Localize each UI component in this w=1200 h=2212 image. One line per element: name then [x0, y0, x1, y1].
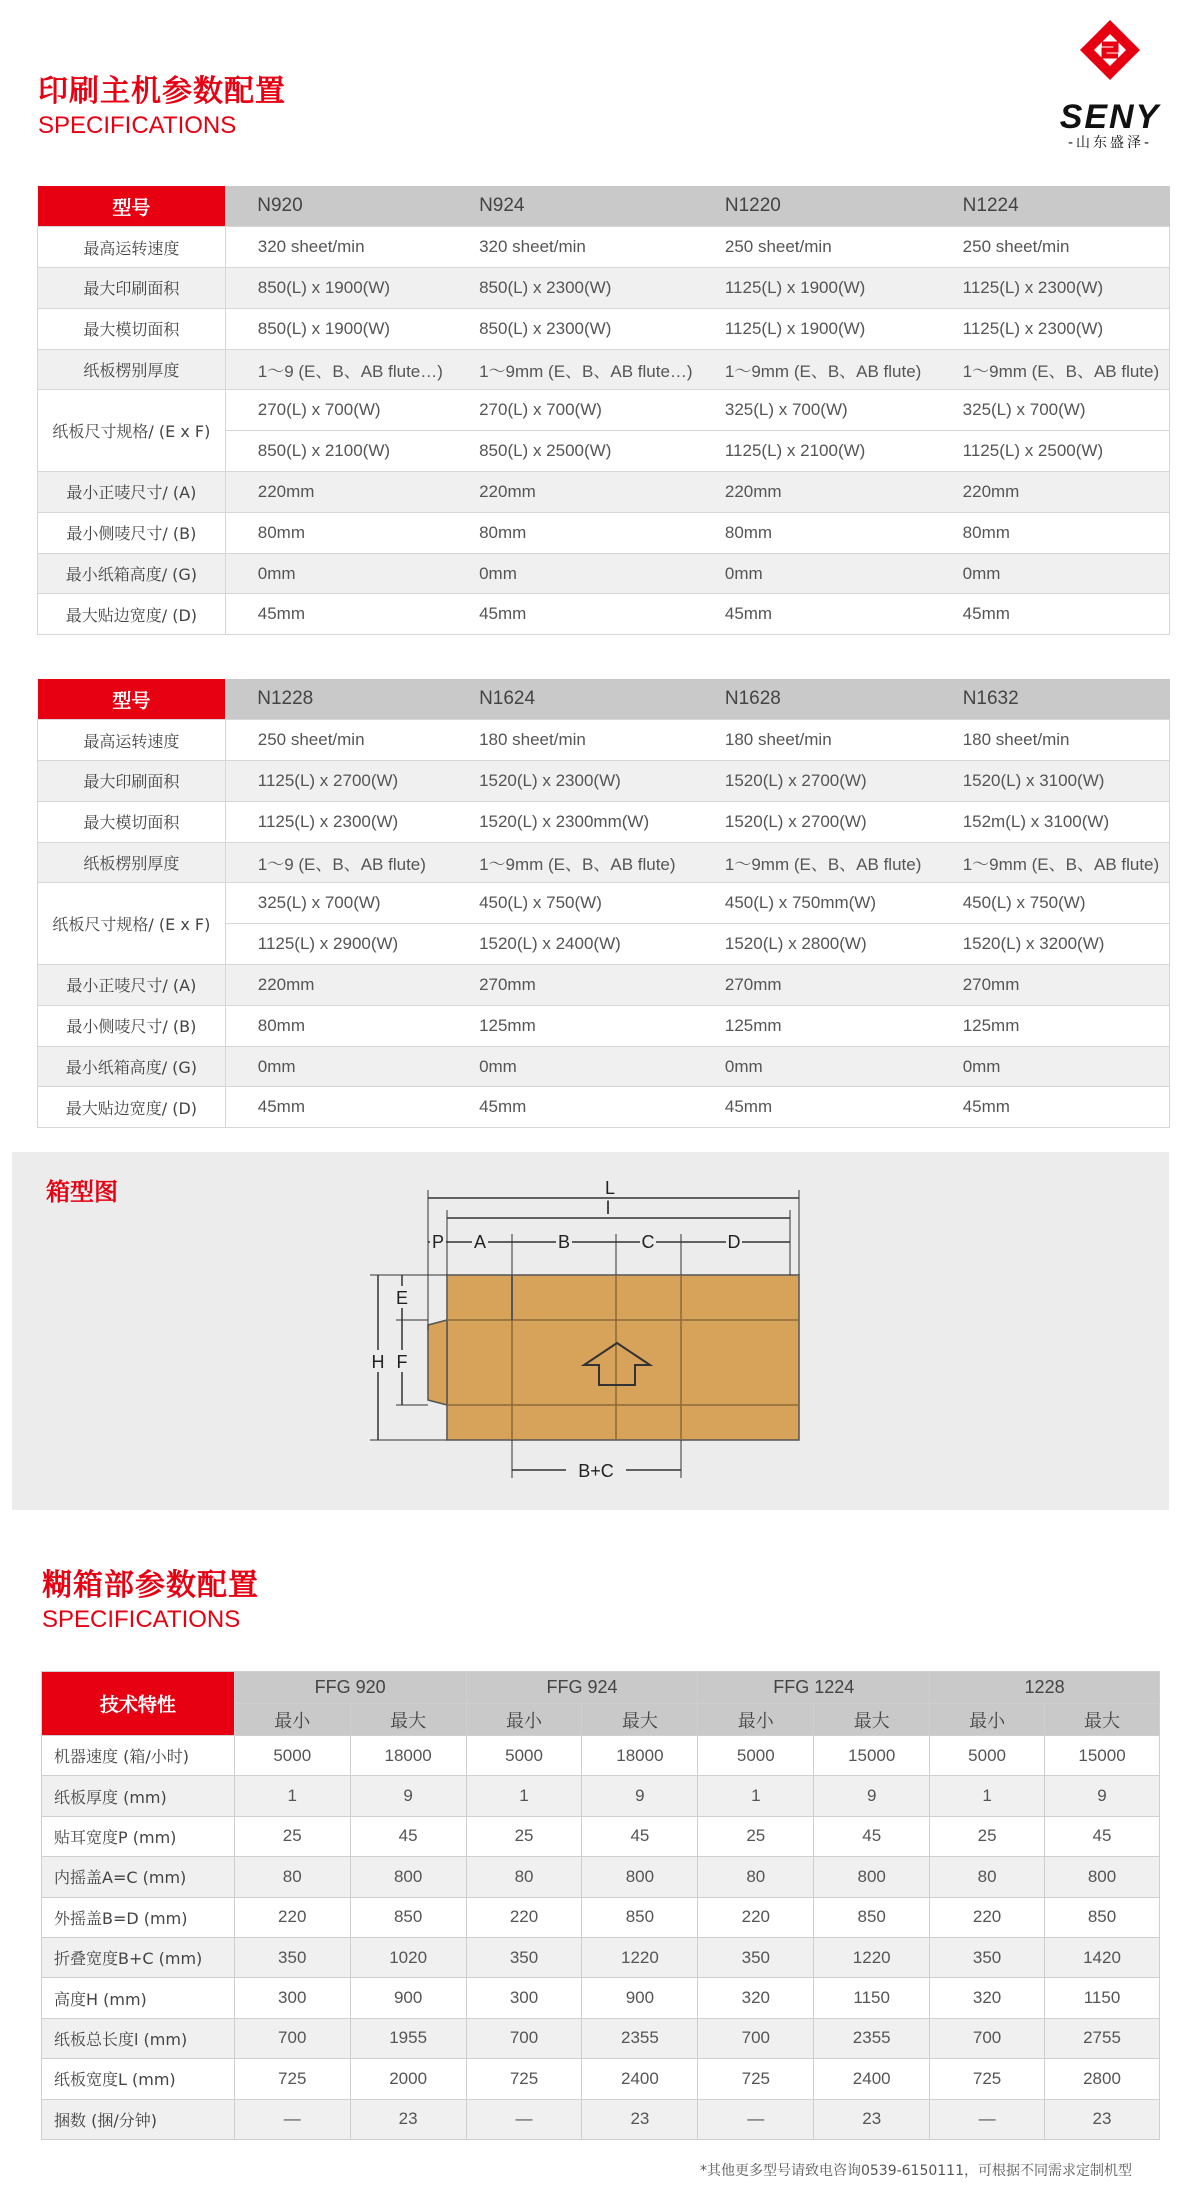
table-cell: 850: [350, 1897, 466, 1937]
table-cell: 0mm: [693, 553, 931, 594]
row-label: 纸板尺寸规格/ (E x F): [38, 883, 226, 965]
footnote: *其他更多型号请致电咨询0539-6150111，可根据不同需求定制机型: [699, 2163, 1132, 2179]
table-cell: 1～9 (E、B、AB flute…): [225, 349, 447, 390]
header-max: 最大: [1045, 1704, 1160, 1736]
glue-section-subtitle: SPECIFICATIONS: [42, 1606, 241, 1633]
row-label: 折叠宽度B+C (mm): [42, 1937, 235, 1977]
table-cell: 300: [234, 1978, 350, 2018]
table-cell: 1520(L) x 3200(W): [931, 924, 1170, 965]
row-label: 最大印刷面积: [38, 268, 226, 309]
table-header-row: [42, 1672, 1160, 1704]
table-cell: 25: [698, 1816, 814, 1856]
table-cell: 1～9 (E、B、AB flute): [225, 842, 447, 883]
table-cell: 2355: [582, 2018, 698, 2058]
table-cell: 2800: [1045, 2059, 1160, 2099]
table-cell: 9: [1045, 1776, 1160, 1816]
table-row: [38, 349, 1170, 390]
table-cell: 1: [234, 1776, 350, 1816]
logo-chinese: -山东盛泽-: [1067, 135, 1153, 151]
table-cell: 180 sheet/min: [931, 720, 1170, 761]
table-cell: 1～9mm (E、B、AB flute…): [447, 349, 693, 390]
table-cell: 325(L) x 700(W): [225, 883, 447, 924]
table-cell: 700: [698, 2018, 814, 2058]
table-row: [42, 1857, 1160, 1897]
row-label: 高度H (mm): [42, 1978, 235, 2018]
table-cell: 800: [814, 1857, 930, 1897]
header-model: N1228: [225, 679, 447, 720]
table-cell: 320: [930, 1978, 1045, 2018]
table-cell: 1520(L) x 2800(W): [693, 924, 931, 965]
table-cell: 1150: [1045, 1978, 1160, 2018]
table-cell: 9: [350, 1776, 466, 1816]
table-row: [38, 594, 1170, 635]
table-cell: 270mm: [693, 965, 931, 1006]
table-cell: 80: [698, 1857, 814, 1897]
board-body: [447, 1275, 799, 1440]
table-cell: 250 sheet/min: [931, 227, 1170, 268]
table-cell: 80mm: [225, 1005, 447, 1046]
table-cell: 180 sheet/min: [693, 720, 931, 761]
table-cell: 0mm: [693, 1046, 931, 1087]
table-cell: 220mm: [693, 472, 931, 513]
table-row: [38, 842, 1170, 883]
table-cell: 300: [466, 1978, 582, 2018]
table-row: [42, 1736, 1160, 1776]
table-cell: 800: [1045, 1857, 1160, 1897]
header-model-label: 型号: [38, 186, 226, 227]
header-max: 最大: [350, 1704, 466, 1736]
table-cell: 900: [582, 1978, 698, 2018]
table-cell: 45: [814, 1816, 930, 1856]
table-cell: 1125(L) x 2700(W): [225, 761, 447, 802]
table-row: [38, 390, 1170, 431]
table-cell: 350: [930, 1937, 1045, 1977]
table-cell: 25: [466, 1816, 582, 1856]
row-label: 最高运转速度: [38, 227, 226, 268]
page-subtitle: SPECIFICATIONS: [38, 112, 237, 139]
label-A: A: [473, 1232, 487, 1252]
table-row: [42, 1937, 1160, 1977]
row-label: 纸板尺寸规格/ (E x F): [38, 390, 226, 472]
table-cell: —: [698, 2099, 814, 2139]
table-cell: 45: [582, 1816, 698, 1856]
logo-mark-icon: [1040, 16, 1180, 96]
table-row: [42, 2059, 1160, 2099]
spec-table-printer-b: [37, 679, 1170, 1128]
header-min: 最小: [930, 1704, 1045, 1736]
row-label: 贴耳宽度P (mm): [42, 1816, 235, 1856]
row-label: 最大模切面积: [38, 308, 226, 349]
table-cell: 1: [466, 1776, 582, 1816]
table-cell: 270(L) x 700(W): [225, 390, 447, 431]
table-row: [38, 553, 1170, 594]
table-cell: 45: [350, 1816, 466, 1856]
row-label: 最小纸箱高度/ (G): [38, 1046, 226, 1087]
table-cell: 450(L) x 750mm(W): [693, 883, 931, 924]
table-cell: 1125(L) x 2300(W): [931, 268, 1170, 309]
table-cell: 1955: [350, 2018, 466, 2058]
label-D: D: [727, 1232, 741, 1252]
table-cell: 1520(L) x 3100(W): [931, 761, 1170, 802]
header-model: 1228: [930, 1672, 1160, 1704]
table-row: [38, 1046, 1170, 1087]
table-cell: 1520(L) x 2400(W): [447, 924, 693, 965]
table-cell: 220mm: [931, 472, 1170, 513]
table-cell: 850: [814, 1897, 930, 1937]
table-cell: 1125(L) x 2100(W): [693, 431, 931, 472]
table-cell: 80: [466, 1857, 582, 1897]
table-cell: 2000: [350, 2059, 466, 2099]
table-cell: 1125(L) x 1900(W): [693, 268, 931, 309]
table-cell: 325(L) x 700(W): [931, 390, 1170, 431]
table-cell: 45: [1045, 1816, 1160, 1856]
table-cell: 800: [582, 1857, 698, 1897]
row-label: 最大贴边宽度/ (D): [38, 1087, 226, 1128]
table-cell: 800: [350, 1857, 466, 1897]
label-C: C: [641, 1232, 655, 1252]
table-cell: 5000: [234, 1736, 350, 1776]
table-cell: 325(L) x 700(W): [693, 390, 931, 431]
table-cell: 1～9mm (E、B、AB flute): [693, 349, 931, 390]
table-cell: 80: [234, 1857, 350, 1897]
label-BC: B+C: [578, 1461, 614, 1481]
table-row: [38, 308, 1170, 349]
table-cell: 725: [466, 2059, 582, 2099]
table-cell: 1125(L) x 2500(W): [931, 431, 1170, 472]
table-cell: 45mm: [931, 594, 1170, 635]
row-label: 纸板楞别厚度: [38, 842, 226, 883]
table-row: [42, 2099, 1160, 2139]
table-cell: 0mm: [447, 553, 693, 594]
table-cell: 900: [350, 1978, 466, 2018]
table-cell: 1220: [582, 1937, 698, 1977]
row-label: 最小正唛尺寸/ (A): [38, 472, 226, 513]
label-F: F: [396, 1352, 408, 1372]
table-cell: 850(L) x 2100(W): [225, 431, 447, 472]
table-cell: 23: [1045, 2099, 1160, 2139]
table-header-row: [38, 186, 1170, 227]
table-cell: 725: [930, 2059, 1045, 2099]
spec-table-gluer: [41, 1671, 1160, 2140]
table-cell: 45mm: [447, 1087, 693, 1128]
table-row: [38, 512, 1170, 553]
table-row: [38, 472, 1170, 513]
table-cell: 850: [1045, 1897, 1160, 1937]
table-cell: —: [234, 2099, 350, 2139]
table-row: [42, 1897, 1160, 1937]
row-label: 外摇盖B=D (mm): [42, 1897, 235, 1937]
row-label: 捆数 (捆/分钟): [42, 2099, 235, 2139]
table-cell: 1520(L) x 2300mm(W): [447, 801, 693, 842]
table-cell: 320 sheet/min: [225, 227, 447, 268]
row-label: 纸板总长度l (mm): [42, 2018, 235, 2058]
table-row: [42, 1816, 1160, 1856]
table-row: [38, 1087, 1170, 1128]
header-model-label: 型号: [38, 679, 226, 720]
table-cell: 220mm: [225, 472, 447, 513]
table-cell: 1～9mm (E、B、AB flute): [931, 349, 1170, 390]
table-header-row: [38, 679, 1170, 720]
table-cell: 1～9mm (E、B、AB flute): [447, 842, 693, 883]
table-cell: 23: [814, 2099, 930, 2139]
table-cell: 2755: [1045, 2018, 1160, 2058]
glue-flap: [428, 1320, 447, 1405]
table-row: [38, 268, 1170, 309]
table-cell: 220: [930, 1897, 1045, 1937]
header-model: N1624: [447, 679, 693, 720]
table-cell: 220mm: [447, 472, 693, 513]
header-model: N924: [447, 186, 693, 227]
table-cell: 23: [582, 2099, 698, 2139]
table-cell: 80mm: [225, 512, 447, 553]
row-label: 最高运转速度: [38, 720, 226, 761]
header-model: FFG 924: [466, 1672, 698, 1704]
row-label: 最大模切面积: [38, 801, 226, 842]
table-cell: 9: [814, 1776, 930, 1816]
table-cell: 450(L) x 750(W): [447, 883, 693, 924]
table-cell: 0mm: [225, 1046, 447, 1087]
table-cell: 700: [234, 2018, 350, 2058]
table-cell: 220: [234, 1897, 350, 1937]
label-E: E: [395, 1288, 409, 1308]
table-cell: 1125(L) x 2300(W): [931, 308, 1170, 349]
table-cell: 1520(L) x 2300(W): [447, 761, 693, 802]
table-row: [38, 801, 1170, 842]
table-cell: 450(L) x 750(W): [931, 883, 1170, 924]
table-cell: —: [930, 2099, 1045, 2139]
diagram-title: 箱型图: [46, 1178, 118, 1206]
table-cell: 125mm: [693, 1005, 931, 1046]
table-cell: 125mm: [447, 1005, 693, 1046]
table-cell: 1: [698, 1776, 814, 1816]
row-label: 纸板宽度L (mm): [42, 2059, 235, 2099]
table-cell: 1～9mm (E、B、AB flute): [931, 842, 1170, 883]
row-label: 最大贴边宽度/ (D): [38, 594, 226, 635]
table-cell: 45mm: [693, 1087, 931, 1128]
table-cell: 850(L) x 1900(W): [225, 308, 447, 349]
glue-section-title: 糊箱部参数配置: [42, 1568, 259, 1603]
table-row: [38, 761, 1170, 802]
table-cell: 1125(L) x 1900(W): [693, 308, 931, 349]
table-cell: 350: [698, 1937, 814, 1977]
table-cell: 0mm: [225, 553, 447, 594]
header-model: N1628: [693, 679, 931, 720]
table-cell: 270mm: [931, 965, 1170, 1006]
table-cell: 850(L) x 2300(W): [447, 268, 693, 309]
table-row: [42, 1776, 1160, 1816]
table-row: [38, 227, 1170, 268]
table-cell: 1520(L) x 2700(W): [693, 801, 931, 842]
table-row: [42, 2018, 1160, 2058]
table-cell: 45mm: [447, 594, 693, 635]
table-cell: 23: [350, 2099, 466, 2139]
table-cell: 850(L) x 2300(W): [447, 308, 693, 349]
header-model: FFG 920: [234, 1672, 466, 1704]
table-row: [38, 1005, 1170, 1046]
row-label: 纸板厚度 (mm): [42, 1776, 235, 1816]
header-min: 最小: [698, 1704, 814, 1736]
table-cell: 80: [930, 1857, 1045, 1897]
table-cell: 125mm: [931, 1005, 1170, 1046]
table-cell: 270mm: [447, 965, 693, 1006]
table-cell: 25: [234, 1816, 350, 1856]
table-cell: 1020: [350, 1937, 466, 1977]
table-cell: 220mm: [225, 965, 447, 1006]
table-cell: 1520(L) x 2700(W): [693, 761, 931, 802]
header-model: FFG 1224: [698, 1672, 930, 1704]
header-spec-label: 技术特性: [42, 1672, 235, 1736]
table-cell: 2355: [814, 2018, 930, 2058]
row-label: 内摇盖A=C (mm): [42, 1857, 235, 1897]
table-cell: —: [466, 2099, 582, 2139]
table-cell: 9: [582, 1776, 698, 1816]
row-label: 最小正唛尺寸/ (A): [38, 965, 226, 1006]
table-cell: 5000: [930, 1736, 1045, 1776]
table-cell: 850(L) x 2500(W): [447, 431, 693, 472]
table-row: [38, 965, 1170, 1006]
table-cell: 0mm: [447, 1046, 693, 1087]
table-row: [42, 1978, 1160, 2018]
row-label: 机器速度 (箱/小时): [42, 1736, 235, 1776]
table-cell: 700: [466, 2018, 582, 2058]
table-cell: 45mm: [931, 1087, 1170, 1128]
table-cell: 25: [930, 1816, 1045, 1856]
table-cell: 5000: [466, 1736, 582, 1776]
header-min: 最小: [466, 1704, 582, 1736]
table-cell: 15000: [1045, 1736, 1160, 1776]
table-row: [38, 720, 1170, 761]
header-model: N1632: [931, 679, 1170, 720]
row-label: 纸板楞别厚度: [38, 349, 226, 390]
table-cell: 220: [466, 1897, 582, 1937]
box-diagram: [360, 1180, 820, 1500]
spec-table-printer-a: [37, 186, 1170, 635]
header-max: 最大: [582, 1704, 698, 1736]
label-l: l: [606, 1198, 610, 1218]
table-cell: 2400: [814, 2059, 930, 2099]
row-label: 最小纸箱高度/ (G): [38, 553, 226, 594]
table-cell: 725: [698, 2059, 814, 2099]
table-cell: 80mm: [693, 512, 931, 553]
table-cell: 1420: [1045, 1937, 1160, 1977]
table-cell: 1150: [814, 1978, 930, 2018]
table-cell: 80mm: [931, 512, 1170, 553]
table-cell: 1: [930, 1776, 1045, 1816]
row-label: 最小侧唛尺寸/ (B): [38, 1005, 226, 1046]
table-cell: 850(L) x 1900(W): [225, 268, 447, 309]
table-cell: 152m(L) x 3100(W): [931, 801, 1170, 842]
header-max: 最大: [814, 1704, 930, 1736]
table-cell: 180 sheet/min: [447, 720, 693, 761]
table-cell: 850: [582, 1897, 698, 1937]
label-L: L: [604, 1180, 616, 1198]
table-cell: 5000: [698, 1736, 814, 1776]
header-min: 最小: [234, 1704, 350, 1736]
table-cell: 45mm: [225, 594, 447, 635]
header-model: N1224: [931, 186, 1170, 227]
page-title: 印刷主机参数配置: [38, 74, 286, 109]
table-cell: 45mm: [225, 1087, 447, 1128]
label-B: B: [557, 1232, 571, 1252]
label-H: H: [371, 1352, 385, 1372]
table-cell: 320: [698, 1978, 814, 2018]
table-cell: 0mm: [931, 553, 1170, 594]
brand-logo: [1040, 16, 1180, 151]
row-label: 最大印刷面积: [38, 761, 226, 802]
table-cell: 2400: [582, 2059, 698, 2099]
table-row: [38, 883, 1170, 924]
table-cell: 270(L) x 700(W): [447, 390, 693, 431]
header-model: N920: [225, 186, 447, 227]
table-cell: 45mm: [693, 594, 931, 635]
header-model: N1220: [693, 186, 931, 227]
table-cell: 220: [698, 1897, 814, 1937]
table-cell: 1125(L) x 2300(W): [225, 801, 447, 842]
table-cell: 725: [234, 2059, 350, 2099]
logo-wordmark: SENY: [1059, 98, 1161, 136]
table-cell: 250 sheet/min: [225, 720, 447, 761]
table-cell: 18000: [582, 1736, 698, 1776]
label-P: P: [431, 1232, 445, 1252]
table-cell: 250 sheet/min: [693, 227, 931, 268]
table-cell: 350: [234, 1937, 350, 1977]
table-cell: 700: [930, 2018, 1045, 2058]
table-cell: 320 sheet/min: [447, 227, 693, 268]
table-cell: 0mm: [931, 1046, 1170, 1087]
table-cell: 1125(L) x 2900(W): [225, 924, 447, 965]
table-cell: 15000: [814, 1736, 930, 1776]
row-label: 最小侧唛尺寸/ (B): [38, 512, 226, 553]
table-cell: 1220: [814, 1937, 930, 1977]
table-cell: 18000: [350, 1736, 466, 1776]
table-cell: 1～9mm (E、B、AB flute): [693, 842, 931, 883]
table-cell: 80mm: [447, 512, 693, 553]
table-cell: 350: [466, 1937, 582, 1977]
